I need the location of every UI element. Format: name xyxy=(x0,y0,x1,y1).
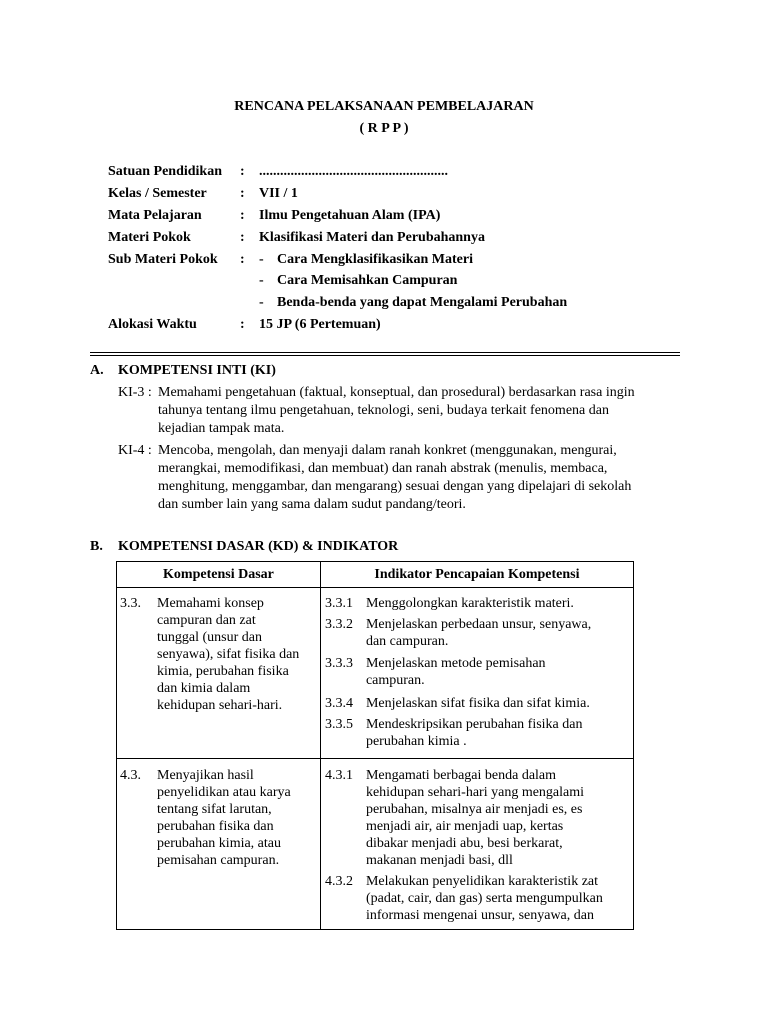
indicator-number: 3.3.1 xyxy=(324,596,353,611)
kd-line: dan kimia dalam xyxy=(157,681,251,696)
divider-line xyxy=(90,355,680,356)
kd-number: 3.3. xyxy=(120,596,141,611)
indicator-line: perubahan, misalnya air menjadi es, es xyxy=(365,802,583,817)
colon: : xyxy=(240,208,245,223)
table-row xyxy=(117,759,634,930)
document-subtitle: ( R P P ) xyxy=(359,121,409,136)
kd-cell xyxy=(117,759,321,930)
ki4-code: KI-4 : xyxy=(118,443,152,458)
indicator-number: 4.3.1 xyxy=(324,768,353,783)
materi-label: Materi Pokok xyxy=(108,230,191,245)
kd-line: tentang sifat larutan, xyxy=(157,802,272,817)
ki3-line: kejadian tampak mata. xyxy=(158,421,285,436)
colon: : xyxy=(240,252,245,267)
indicator-number: 3.3.4 xyxy=(324,696,353,711)
ki4-line: dan sumber lain yang sama dalam sudut pandang/teori. xyxy=(158,497,466,512)
indicator-number: 3.3.3 xyxy=(324,656,353,671)
indicator-line: Melakukan penyelidikan karakteristik zat xyxy=(365,874,599,889)
table-header-row xyxy=(117,562,634,588)
colon: : xyxy=(240,317,245,332)
indicator-line: menjadi air, air menjadi uap, kertas xyxy=(365,819,564,834)
colon: : xyxy=(240,230,245,245)
kd-line: senyawa), sifat fisika dan xyxy=(157,647,300,662)
kd-line: Menyajikan hasil xyxy=(157,768,254,783)
kd-line: kimia, perubahan fisika xyxy=(157,664,289,679)
kelas-label: Kelas / Semester xyxy=(108,186,207,201)
indicator-line: Menjelaskan perbedaan unsur, senyawa, xyxy=(365,617,592,632)
alokasi-value: 15 JP (6 Pertemuan) xyxy=(259,317,381,332)
ki3-line: tahunya tentang ilmu pengetahuan, teknologi, seni, budaya terkait fenomena dan xyxy=(158,403,609,418)
kelas-value: VII / 1 xyxy=(259,186,298,201)
kd-line: campuran dan zat xyxy=(157,613,256,628)
indicator-line: perubahan kimia . xyxy=(365,734,467,749)
kd-line: tunggal (unsur dan xyxy=(157,630,262,645)
materi-value: Klasifikasi Materi dan Perubahannya xyxy=(259,230,485,245)
colon: : xyxy=(240,186,245,201)
section-a-letter: A. xyxy=(90,363,104,378)
indicator-number: 3.3.5 xyxy=(324,717,353,732)
sub-materi-label: Sub Materi Pokok xyxy=(108,252,218,267)
kd-line: penyelidikan atau karya xyxy=(157,785,291,800)
satuan-label: Satuan Pendidikan xyxy=(108,164,222,179)
indicator-number: 3.3.2 xyxy=(324,617,353,632)
kd-number: 4.3. xyxy=(120,768,141,783)
section-b-title: KOMPETENSI DASAR (KD) & INDIKATOR xyxy=(118,539,399,554)
indicator-line: campuran. xyxy=(365,673,425,688)
dash: - xyxy=(259,295,264,310)
ki3-code: KI-3 : xyxy=(118,385,152,400)
kd-line: perubahan kimia, atau xyxy=(157,836,282,851)
ki4-line: Mencoba, mengolah, dan menyaji dalam ranah konkret (menggunakan, mengurai, xyxy=(158,443,617,458)
indicator-number: 4.3.2 xyxy=(324,874,353,889)
indicator-cell xyxy=(320,588,633,759)
indicator-line: Menjelaskan sifat fisika dan sifat kimia. xyxy=(365,696,590,711)
ki4-line: merangkai, memodifikasi, dan membuat) dan ranah abstrak (menulis, membaca, xyxy=(158,461,608,476)
indicator-line: kehidupan sehari-hari yang mengalami xyxy=(365,785,585,800)
kd-cell xyxy=(117,588,321,759)
section-a-title: KOMPETENSI INTI (KI) xyxy=(118,363,276,378)
divider-line xyxy=(90,352,680,353)
indicator-line: Mengamati berbagai benda dalam xyxy=(365,768,557,783)
indicator-line: informasi mengenai unsur, senyawa, dan xyxy=(365,908,594,923)
sub-materi-item: Cara Memisahkan Campuran xyxy=(277,273,458,288)
document-title: RENCANA PELAKSANAAN PEMBELAJARAN xyxy=(234,99,534,114)
table-row xyxy=(117,588,634,759)
alokasi-label: Alokasi Waktu xyxy=(108,317,197,332)
indicator-header: Indikator Pencapaian Kompetensi xyxy=(320,562,633,588)
kd-table xyxy=(116,561,634,930)
kd-header: Kompetensi Dasar xyxy=(117,562,321,588)
indicator-line: Mendeskripsikan perubahan fisika dan xyxy=(365,717,583,732)
kd-line: pemisahan campuran. xyxy=(157,853,280,868)
ki3-line: Memahami pengetahuan (faktual, konseptual, dan prosedural) berdasarkan rasa ingin xyxy=(158,385,635,400)
indicator-line: (padat, cair, dan gas) serta mengumpulkan xyxy=(365,891,603,906)
ki4-line: menghitung, menggambar, dan mengarang) sesuai dengan yang dipelajari di sekolah xyxy=(158,479,632,494)
indicator-line: makanan menjadi basi, dll xyxy=(365,853,513,868)
indicator-cell xyxy=(320,759,633,930)
kd-line: Memahami konsep xyxy=(157,596,264,611)
kd-line: kehidupan sehari-hari. xyxy=(157,698,283,713)
indicator-line: Menggolongkan karakteristik materi. xyxy=(365,596,574,611)
sub-materi-item: Cara Mengklasifikasikan Materi xyxy=(277,252,473,267)
dash: - xyxy=(259,252,264,267)
colon: : xyxy=(240,164,245,179)
dash: - xyxy=(259,273,264,288)
kd-line: perubahan fisika dan xyxy=(157,819,274,834)
indicator-line: Menjelaskan metode pemisahan xyxy=(365,656,546,671)
satuan-value: ...................................................... xyxy=(259,164,448,179)
mapel-value: Ilmu Pengetahuan Alam (IPA) xyxy=(259,208,441,223)
sub-materi-item: Benda-benda yang dapat Mengalami Perubahan xyxy=(277,295,568,310)
indicator-line: dan campuran. xyxy=(365,634,449,649)
indicator-line: dibakar menjadi abu, besi berkarat, xyxy=(365,836,563,851)
section-b-letter: B. xyxy=(90,539,103,554)
mapel-label: Mata Pelajaran xyxy=(108,208,202,223)
